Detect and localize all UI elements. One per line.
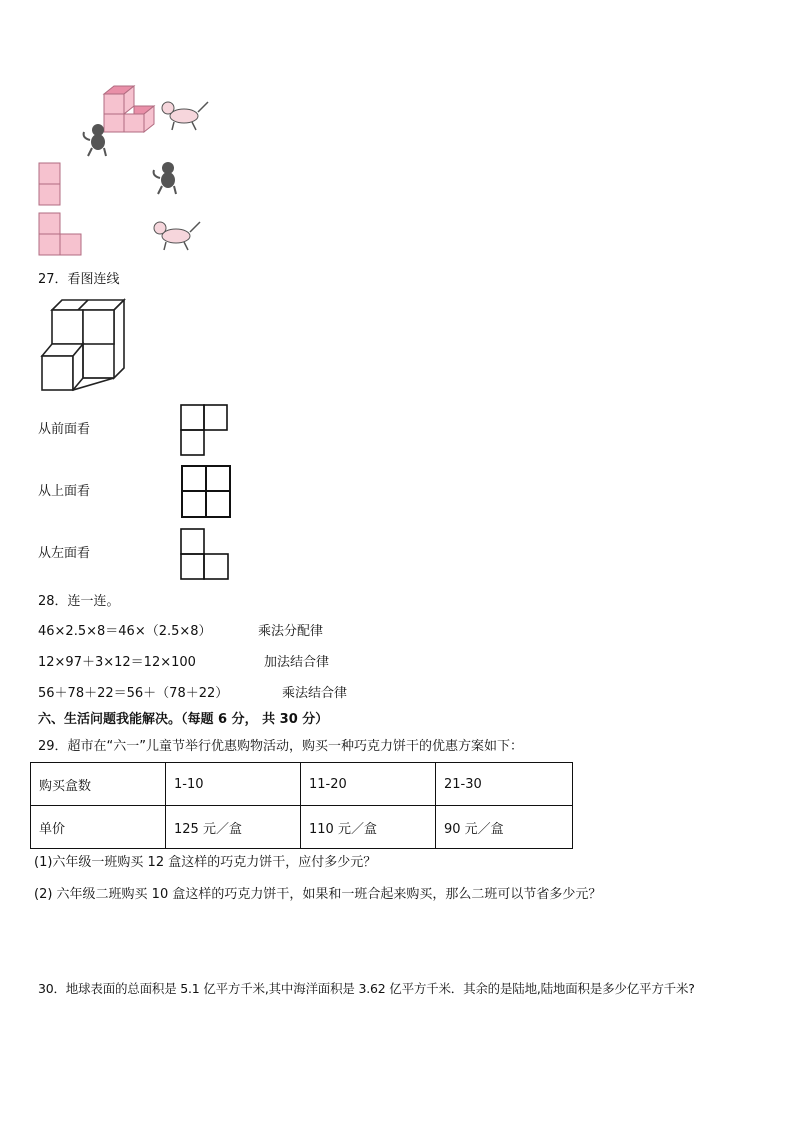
q30-text: 30．地球表面的总面积是 5.1 亿平方千米,其中海洋面积是 3.62 亿平方千米．其余的是陆地,陆地面积是多少亿平方千米? [38,981,695,996]
front-view-figure[interactable] [180,404,230,458]
table-cell: 110 元／盒 [301,806,436,849]
dog-icon [158,98,210,132]
section-6-heading: 六、生活问题我能解决。（每题 6 分， 共 30 分） [38,712,329,727]
q28-law-2[interactable]: 加法结合律 [264,655,330,670]
table-cell: 125 元／盒 [166,806,301,849]
view-label-front: 从前面看 [38,422,91,437]
left-view-figure[interactable] [180,528,232,582]
table-cell: 21-30 [436,763,573,806]
q27-title: 27．看图连线 [38,272,120,287]
table-cell: 单价 [31,806,166,849]
table-row [31,763,573,806]
monkey-icon [150,160,184,196]
q28-law-1[interactable]: 乘法分配律 [258,624,324,639]
q28-expression-1[interactable]: 46×2.5×8＝46×（2.5×8） [38,624,212,639]
table-cell: 90 元／盒 [436,806,573,849]
q28-law-3[interactable]: 乘法结合律 [282,686,348,701]
view-two-squares-vertical [38,162,62,206]
q28-expression-2[interactable]: 12×97＋3×12＝12×100 [38,655,196,670]
q29-subquestion-2: (2) 六年级二班购买 10 盒这样的巧克力饼干，如果和一班合起来购买，那么二班可以节省多少元？ [34,887,602,902]
table-row [31,806,573,849]
price-table [30,762,573,849]
table-cell: 购买盒数 [31,763,166,806]
cube-solid-figure [38,298,130,394]
view-label-left: 从左面看 [38,546,91,561]
monkey-icon [80,122,114,158]
view-l-shape [38,212,84,256]
table-cell: 11-20 [301,763,436,806]
q28-expression-3[interactable]: 56＋78＋22＝56＋（78＋22） [38,686,229,701]
q28-title: 28．连一连。 [38,594,120,609]
table-cell: 1-10 [166,763,301,806]
view-label-top: 从上面看 [38,484,91,499]
top-view-figure[interactable] [180,464,232,520]
q29-subquestion-1: (1)六年级一班购买 12 盒这样的巧克力饼干，应付多少元？ [34,855,377,870]
q29-title: 29．超市在“六一”儿童节举行优惠购物活动，购买一种巧克力饼干的优惠方案如下： [38,739,524,754]
dog-icon [150,218,202,252]
